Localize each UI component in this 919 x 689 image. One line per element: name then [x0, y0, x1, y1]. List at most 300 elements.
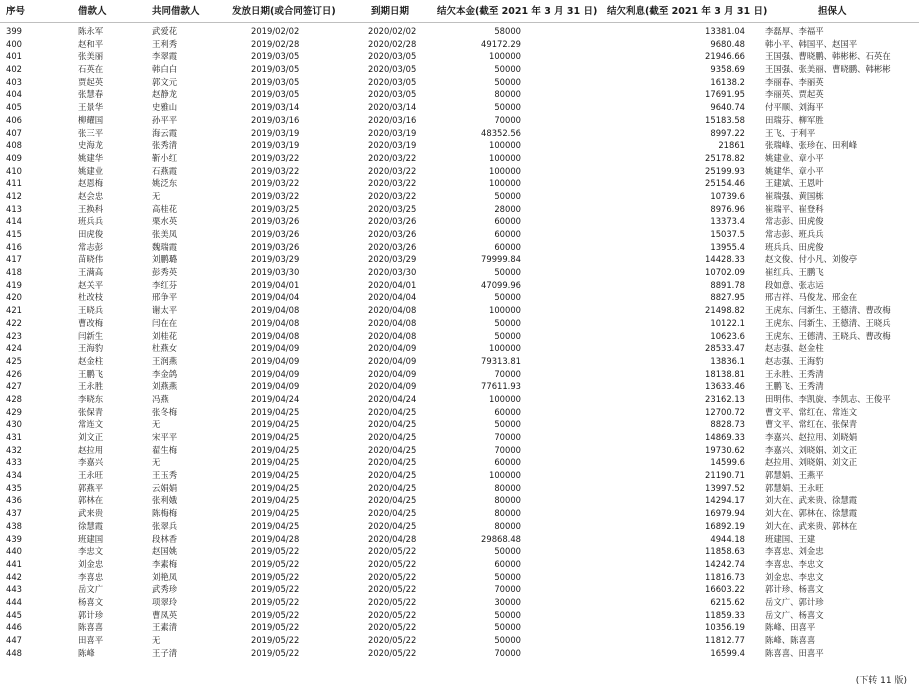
cell-co-borrower: 段林香 [152, 533, 178, 544]
cell-due-date: 2020/03/29 [368, 254, 417, 265]
cell-guarantor: 田明伟、李凯旋、李凯志、王俊平 [765, 393, 891, 404]
cell-issue-date: 2019/04/25 [251, 495, 300, 506]
cell-borrower: 姚建华 [78, 152, 104, 163]
cell-interest: 6215.62 [710, 596, 745, 607]
cell-guarantor: 李丽英、贾起英 [765, 89, 824, 100]
cell-co-borrower: 张利娥 [152, 495, 178, 506]
cell-co-borrower: 李翠霞 [152, 51, 178, 62]
cell-co-borrower: 李素梅 [152, 558, 178, 569]
cell-interest: 11859.33 [705, 609, 745, 620]
cell-principal: 70000 [494, 114, 521, 125]
cell-issue-date: 2019/03/25 [251, 203, 300, 214]
cell-principal: 70000 [494, 368, 521, 379]
cell-co-borrower: 宋平平 [152, 432, 178, 442]
cell-interest: 13373.4 [710, 216, 745, 227]
cell-co-borrower: 无 [152, 419, 161, 430]
cell-borrower: 杜改枝 [78, 292, 104, 303]
cell-interest: 9358.69 [710, 64, 745, 75]
cell-borrower: 杨喜文 [78, 596, 104, 607]
cell-guarantor: 韩小平、韩国平、赵国平 [765, 38, 858, 49]
cell-co-borrower: 刘桂花 [152, 330, 178, 341]
cell-co-borrower: 彭秀英 [152, 267, 178, 278]
cell-guarantor: 李喜忠、刘金忠 [765, 546, 824, 557]
cell-due-date: 2020/04/09 [368, 343, 417, 354]
cell-id: 430 [6, 419, 22, 430]
table-row [0, 380, 919, 393]
table-row [0, 342, 919, 355]
cell-id: 412 [6, 190, 22, 201]
cell-co-borrower: 魏瑞霞 [152, 241, 178, 252]
cell-principal: 60000 [494, 229, 521, 239]
cell-principal: 100000 [489, 393, 521, 404]
cell-principal: 70000 [494, 584, 521, 595]
cell-guarantor: 王虎东、闫新生、王德清、王晓兵 [765, 317, 891, 328]
cell-guarantor: 赵拉用、刘晓娟、刘文正 [765, 457, 858, 468]
table-row [0, 38, 919, 51]
cell-issue-date: 2019/05/22 [251, 558, 300, 569]
cell-principal: 80000 [494, 520, 521, 531]
cell-issue-date: 2019/02/28 [251, 38, 300, 49]
cell-borrower: 陈永军 [78, 26, 104, 36]
cell-issue-date: 2019/03/14 [251, 102, 300, 113]
cell-principal: 50000 [494, 317, 521, 328]
cell-issue-date: 2019/03/16 [251, 114, 300, 125]
table-row [0, 152, 919, 165]
cell-co-borrower: 项翠玲 [152, 596, 178, 607]
cell-id: 431 [6, 432, 22, 442]
cell-guarantor: 王鹏飞、王秀清 [765, 381, 824, 392]
cell-co-borrower: 王素清 [152, 622, 178, 633]
table-row [0, 634, 919, 647]
cell-borrower: 王永胜 [78, 381, 104, 392]
cell-borrower: 赵关平 [78, 279, 104, 290]
cell-due-date: 2020/04/09 [368, 368, 417, 379]
cell-interest: 8976.96 [710, 203, 745, 214]
cell-id: 438 [6, 520, 22, 531]
cell-borrower: 赵恩梅 [78, 178, 104, 189]
cell-issue-date: 2019/04/04 [251, 292, 300, 303]
cell-borrower: 曹改梅 [78, 317, 104, 328]
cell-borrower: 赵会忠 [78, 190, 104, 201]
cell-id: 409 [6, 152, 22, 163]
cell-guarantor: 刘金忠、李忠文 [765, 571, 824, 582]
cell-interest: 16599.4 [710, 647, 745, 658]
cell-id: 434 [6, 470, 22, 481]
cell-due-date: 2020/03/05 [368, 76, 417, 87]
cell-principal: 50000 [494, 267, 521, 278]
cell-guarantor: 李喜忠、李忠文 [765, 558, 824, 569]
cell-interest: 17691.95 [705, 89, 745, 100]
cell-id: 404 [6, 89, 22, 100]
cell-guarantor: 王建斌、王恩叶 [765, 178, 824, 189]
cell-id: 419 [6, 279, 22, 290]
cell-due-date: 2020/03/05 [368, 51, 417, 62]
cell-issue-date: 2019/05/22 [251, 584, 300, 595]
cell-issue-date: 2019/04/09 [251, 381, 300, 392]
cell-interest: 14428.33 [705, 254, 745, 265]
cell-principal: 70000 [494, 647, 521, 658]
header-borrower: 借款人 [78, 6, 107, 17]
cell-interest: 19730.62 [705, 444, 745, 455]
cell-id: 406 [6, 114, 22, 125]
cell-guarantor: 曹文平、常红在、张保青 [765, 419, 858, 430]
cell-co-borrower: 张秀清 [152, 140, 178, 151]
cell-interest: 13997.52 [705, 482, 745, 493]
cell-borrower: 郭林在 [78, 495, 104, 506]
cell-borrower: 王海豹 [78, 343, 104, 354]
cell-interest: 13381.04 [705, 26, 745, 36]
cell-borrower: 王满高 [78, 267, 104, 278]
cell-principal: 50000 [494, 635, 521, 645]
table-row [0, 507, 919, 520]
cell-borrower: 李忠文 [78, 546, 104, 557]
cell-due-date: 2020/03/05 [368, 64, 417, 75]
cell-due-date: 2020/05/22 [368, 647, 417, 658]
continuation-note: (下转 11 版) [855, 676, 907, 686]
cell-issue-date: 2019/04/25 [251, 470, 300, 481]
cell-principal: 80000 [494, 89, 521, 100]
cell-due-date: 2020/04/25 [368, 444, 417, 455]
cell-principal: 47099.96 [481, 279, 521, 290]
cell-id: 444 [6, 596, 22, 607]
cell-due-date: 2020/02/02 [368, 26, 417, 36]
cell-issue-date: 2019/02/02 [251, 26, 300, 36]
cell-issue-date: 2019/04/09 [251, 355, 300, 366]
cell-id: 448 [6, 647, 22, 658]
table-row [0, 291, 919, 304]
cell-borrower: 姚建业 [78, 165, 104, 176]
cell-id: 428 [6, 393, 22, 404]
cell-issue-date: 2019/03/29 [251, 254, 300, 265]
cell-guarantor: 邢吉祥、马俊龙、邢金在 [765, 292, 858, 303]
cell-principal: 60000 [494, 241, 521, 252]
cell-interest: 13633.46 [705, 381, 745, 392]
cell-guarantor: 刘大在、武来贵、徐慧霞 [765, 495, 858, 506]
cell-borrower: 张慧春 [78, 89, 104, 100]
cell-due-date: 2020/05/22 [368, 546, 417, 557]
cell-interest: 4944.18 [710, 533, 745, 544]
cell-principal: 50000 [494, 419, 521, 430]
cell-borrower: 刘金忠 [78, 558, 104, 569]
cell-id: 435 [6, 482, 22, 493]
cell-borrower: 张美丽 [78, 51, 104, 62]
cell-issue-date: 2019/03/05 [251, 76, 300, 87]
cell-interest: 21498.82 [705, 305, 745, 316]
cell-interest: 18138.81 [705, 368, 745, 379]
cell-interest: 13836.1 [710, 355, 745, 366]
cell-principal: 30000 [494, 596, 521, 607]
cell-principal: 100000 [489, 470, 521, 481]
cell-issue-date: 2019/04/25 [251, 406, 300, 417]
cell-id: 399 [6, 26, 22, 36]
cell-id: 416 [6, 241, 22, 252]
table-row [0, 165, 919, 178]
cell-issue-date: 2019/04/08 [251, 305, 300, 316]
cell-principal: 70000 [494, 432, 521, 442]
cell-due-date: 2020/04/25 [368, 520, 417, 531]
cell-principal: 60000 [494, 406, 521, 417]
cell-due-date: 2020/04/08 [368, 317, 417, 328]
cell-co-borrower: 王利秀 [152, 38, 178, 49]
cell-guarantor: 王飞、于利平 [765, 127, 816, 138]
table-row [0, 596, 919, 609]
header-divider [0, 22, 919, 23]
cell-due-date: 2020/03/22 [368, 165, 417, 176]
cell-guarantor: 李嘉兴、赵拉用、刘晓娟 [765, 432, 858, 442]
table-row [0, 431, 919, 444]
cell-interest: 16892.19 [705, 520, 745, 531]
cell-guarantor: 赵文俊、付小凡、刘俊亭 [765, 254, 858, 265]
header-co-borrower: 共同借款人 [152, 6, 200, 17]
cell-guarantor: 岳文广、郭计珍 [765, 596, 824, 607]
table-row [0, 533, 919, 546]
cell-principal: 50000 [494, 330, 521, 341]
cell-co-borrower: 刘艳凤 [152, 571, 178, 582]
cell-issue-date: 2019/05/22 [251, 609, 300, 620]
cell-co-borrower: 王玉秀 [152, 470, 178, 481]
cell-issue-date: 2019/05/22 [251, 647, 300, 658]
table-row [0, 444, 919, 457]
cell-interest: 16138.2 [710, 76, 745, 87]
table-row [0, 494, 919, 507]
table-row [0, 571, 919, 584]
cell-id: 427 [6, 381, 22, 392]
cell-interest: 8891.78 [710, 279, 745, 290]
cell-guarantor: 李磊厚、李福平 [765, 26, 824, 36]
table-row [0, 609, 919, 622]
cell-due-date: 2020/05/22 [368, 635, 417, 645]
cell-co-borrower: 冯燕 [152, 393, 169, 404]
cell-principal: 29868.48 [481, 533, 521, 544]
cell-issue-date: 2019/03/22 [251, 190, 300, 201]
cell-due-date: 2020/03/26 [368, 229, 417, 239]
cell-borrower: 班建国 [78, 533, 104, 544]
cell-issue-date: 2019/04/25 [251, 432, 300, 442]
table-row [0, 139, 919, 152]
cell-issue-date: 2019/03/19 [251, 127, 300, 138]
cell-issue-date: 2019/04/25 [251, 482, 300, 493]
cell-id: 422 [6, 317, 22, 328]
cell-id: 429 [6, 406, 22, 417]
cell-principal: 50000 [494, 609, 521, 620]
cell-co-borrower: 云娟娟 [152, 482, 178, 493]
cell-interest: 28533.47 [705, 343, 745, 354]
cell-principal: 50000 [494, 571, 521, 582]
cell-co-borrower: 赵国姚 [152, 546, 178, 557]
cell-issue-date: 2019/04/09 [251, 343, 300, 354]
cell-co-borrower: 曹凤英 [152, 609, 178, 620]
cell-id: 413 [6, 203, 22, 214]
cell-due-date: 2020/03/26 [368, 241, 417, 252]
cell-due-date: 2020/03/30 [368, 267, 417, 278]
cell-issue-date: 2019/04/08 [251, 330, 300, 341]
cell-interest: 25199.93 [705, 165, 745, 176]
cell-principal: 50000 [494, 102, 521, 113]
table-row [0, 25, 919, 38]
cell-interest: 25154.46 [705, 178, 745, 189]
cell-co-borrower: 郭文元 [152, 76, 178, 87]
cell-due-date: 2020/04/25 [368, 495, 417, 506]
cell-interest: 14294.17 [705, 495, 745, 506]
cell-co-borrower: 王润燕 [152, 355, 178, 366]
cell-due-date: 2020/05/22 [368, 571, 417, 582]
cell-co-borrower: 王子清 [152, 647, 178, 658]
cell-interest: 21946.66 [705, 51, 745, 62]
table-row [0, 647, 919, 660]
cell-issue-date: 2019/04/25 [251, 457, 300, 468]
cell-due-date: 2020/03/19 [368, 140, 417, 151]
cell-borrower: 赵拉用 [78, 444, 104, 455]
cell-guarantor: 班建国、王建 [765, 533, 816, 544]
cell-borrower: 柳耀国 [78, 114, 104, 125]
cell-principal: 50000 [494, 76, 521, 87]
cell-id: 421 [6, 305, 22, 316]
cell-due-date: 2020/04/24 [368, 393, 417, 404]
table-row [0, 456, 919, 469]
cell-guarantor: 曹文平、常红在、常连文 [765, 406, 858, 417]
cell-guarantor: 李丽春、李丽英 [765, 76, 824, 87]
header-interest: 结欠利息(截至 2021 年 3 月 31 日) [607, 6, 768, 17]
cell-co-borrower: 张美凤 [152, 229, 178, 239]
cell-issue-date: 2019/03/22 [251, 152, 300, 163]
cell-issue-date: 2019/03/05 [251, 51, 300, 62]
cell-borrower: 常志彭 [78, 241, 104, 252]
cell-id: 408 [6, 140, 22, 151]
cell-issue-date: 2019/05/22 [251, 571, 300, 582]
cell-guarantor: 班兵兵、田虎俊 [765, 241, 824, 252]
cell-interest: 21190.71 [705, 470, 745, 481]
cell-due-date: 2020/04/25 [368, 482, 417, 493]
cell-id: 433 [6, 457, 22, 468]
cell-borrower: 王晓兵 [78, 305, 104, 316]
table-row [0, 482, 919, 495]
table-row [0, 253, 919, 266]
cell-principal: 100000 [489, 305, 521, 316]
cell-due-date: 2020/05/22 [368, 596, 417, 607]
cell-principal: 28000 [494, 203, 521, 214]
cell-co-borrower: 闫在在 [152, 317, 178, 328]
cell-id: 417 [6, 254, 22, 265]
cell-principal: 100000 [489, 343, 521, 354]
cell-due-date: 2020/03/22 [368, 152, 417, 163]
table-row [0, 558, 919, 571]
table-row [0, 114, 919, 127]
cell-co-borrower: 刘燕燕 [152, 381, 178, 392]
table-row [0, 406, 919, 419]
cell-due-date: 2020/05/22 [368, 622, 417, 633]
cell-principal: 60000 [494, 216, 521, 227]
cell-issue-date: 2019/04/09 [251, 368, 300, 379]
table-row [0, 127, 919, 140]
table-row [0, 330, 919, 343]
cell-principal: 100000 [489, 140, 521, 151]
cell-guarantor: 赵志强、赵金柱 [765, 343, 824, 354]
cell-borrower: 田喜平 [78, 635, 104, 645]
cell-principal: 50000 [494, 292, 521, 303]
cell-guarantor: 田瑞芬、柳军胜 [765, 114, 824, 125]
cell-guarantor: 赵志强、王海豹 [765, 355, 824, 366]
table-row [0, 50, 919, 63]
cell-borrower: 李晓东 [78, 393, 104, 404]
cell-interest: 9680.48 [710, 38, 745, 49]
table-row [0, 203, 919, 216]
cell-id: 403 [6, 76, 22, 87]
cell-principal: 60000 [494, 457, 521, 468]
cell-due-date: 2020/04/25 [368, 432, 417, 442]
table-row [0, 190, 919, 203]
cell-borrower: 田虎俊 [78, 229, 104, 239]
cell-interest: 21861 [718, 140, 745, 151]
table-row [0, 583, 919, 596]
header-guarantor: 担保人 [818, 6, 847, 17]
cell-co-borrower: 刘鹏璐 [152, 254, 178, 265]
header-principal: 结欠本金(截至 2021 年 3 月 31 日) [437, 6, 598, 17]
cell-borrower: 李嘉兴 [78, 457, 104, 468]
cell-due-date: 2020/03/16 [368, 114, 417, 125]
cell-id: 439 [6, 533, 22, 544]
cell-due-date: 2020/04/25 [368, 419, 417, 430]
cell-interest: 10356.19 [705, 622, 745, 633]
cell-borrower: 王永旺 [78, 470, 104, 481]
cell-co-borrower: 无 [152, 190, 161, 201]
cell-interest: 16603.22 [705, 584, 745, 595]
cell-due-date: 2020/03/25 [368, 203, 417, 214]
cell-interest: 14599.6 [710, 457, 745, 468]
cell-co-borrower: 石燕霞 [152, 165, 178, 176]
table-row [0, 279, 919, 292]
cell-interest: 10122.1 [710, 317, 745, 328]
cell-guarantor: 陈峰、陈喜喜 [765, 635, 816, 645]
cell-due-date: 2020/04/25 [368, 457, 417, 468]
cell-issue-date: 2019/03/26 [251, 241, 300, 252]
cell-borrower: 张三平 [78, 127, 104, 138]
cell-borrower: 武来贵 [78, 508, 104, 519]
cell-interest: 25178.82 [705, 152, 745, 163]
cell-id: 445 [6, 609, 22, 620]
cell-principal: 80000 [494, 482, 521, 493]
header-due-date: 到期日期 [371, 6, 410, 17]
cell-borrower: 郭燕平 [78, 482, 104, 493]
cell-issue-date: 2019/04/25 [251, 419, 300, 430]
cell-issue-date: 2019/03/05 [251, 89, 300, 100]
cell-due-date: 2020/05/22 [368, 558, 417, 569]
table-row [0, 76, 919, 89]
cell-issue-date: 2019/04/25 [251, 508, 300, 519]
cell-co-borrower: 张翠兵 [152, 520, 178, 531]
cell-borrower: 赵和平 [78, 38, 104, 49]
cell-co-borrower: 谢太平 [152, 305, 178, 316]
cell-borrower: 闫新生 [78, 330, 104, 341]
cell-borrower: 常连文 [78, 419, 104, 430]
cell-guarantor: 常志彭、田虎俊 [765, 216, 824, 227]
cell-guarantor: 岳文广、杨喜文 [765, 609, 824, 620]
cell-guarantor: 段如意、张志运 [765, 279, 824, 290]
cell-id: 441 [6, 558, 22, 569]
table-row [0, 393, 919, 406]
cell-id: 443 [6, 584, 22, 595]
cell-guarantor: 姚建华、章小平 [765, 165, 824, 176]
cell-issue-date: 2019/05/22 [251, 546, 300, 557]
cell-co-borrower: 高桂花 [152, 203, 178, 214]
cell-co-borrower: 无 [152, 635, 161, 645]
cell-issue-date: 2019/03/19 [251, 140, 300, 151]
cell-guarantor: 郭计珍、杨喜文 [765, 584, 824, 595]
cell-principal: 100000 [489, 51, 521, 62]
cell-issue-date: 2019/03/22 [251, 178, 300, 189]
cell-co-borrower: 杜燕女 [152, 343, 178, 354]
cell-interest: 16979.94 [705, 508, 745, 519]
cell-id: 420 [6, 292, 22, 303]
